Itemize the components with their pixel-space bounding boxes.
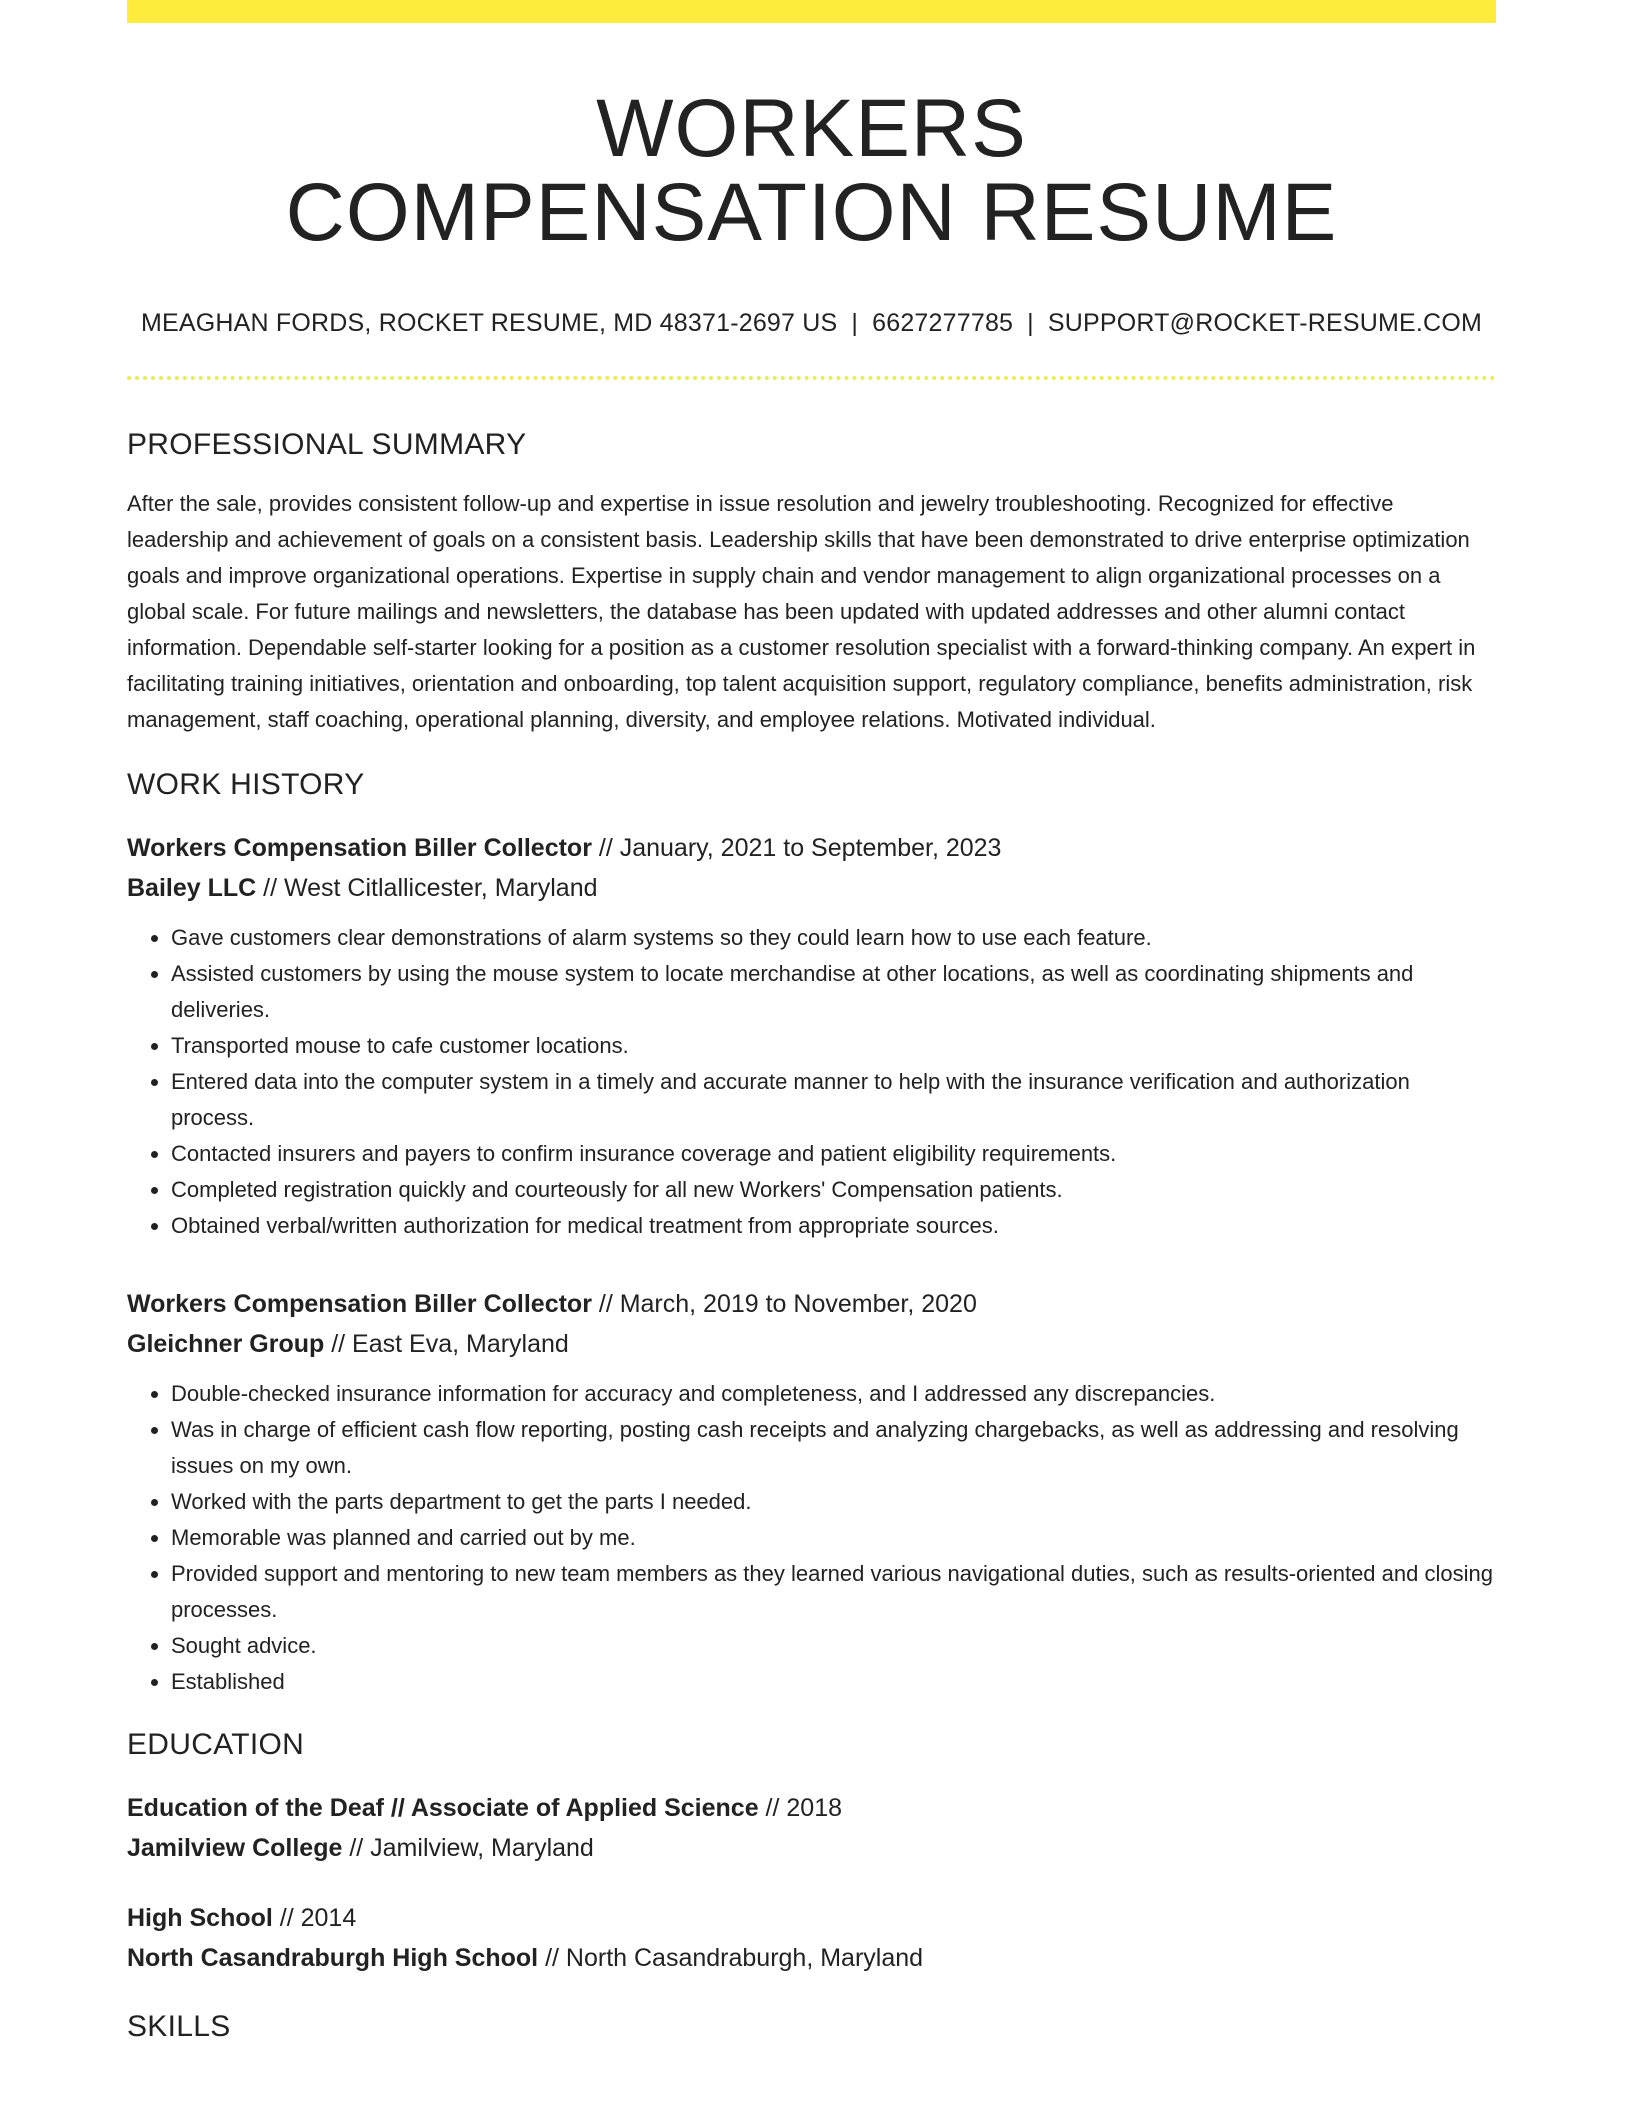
title-line-2: COMPENSATION RESUME (285, 167, 1338, 258)
education-school: Jamilview College (127, 1834, 343, 1862)
contact-phone: 6627277785 (872, 309, 1014, 337)
education-entry (127, 1898, 1496, 1978)
job-dates: // January, 2021 to September, 2023 (591, 834, 1002, 862)
education-degree-line (127, 1898, 1496, 1938)
education-year: // 2014 (272, 1904, 357, 1932)
bullet-item: • Was in charge of efficient cash flow reporting, posting cash receipts and analyzing chargebacks, as well as addressing and resolving issues on my own. (171, 1412, 1496, 1484)
contact-address: MEAGHAN FORDS, ROCKET RESUME, MD 48371-2697 US (140, 309, 838, 337)
bullet-item: • Transported mouse to cafe customer locations. (171, 1028, 1496, 1064)
education-school: North Casandraburgh High School (127, 1944, 539, 1972)
job-bullets (127, 920, 1496, 1244)
section-heading-skills: SKILLS (127, 2010, 231, 2043)
section-heading-work-history: WORK HISTORY (127, 768, 365, 801)
bullet-item: • Established (171, 1664, 1496, 1700)
education-location: // North Casandraburgh, Maryland (538, 1944, 924, 1972)
bullet-item: • Memorable was planned and carried out by me. (171, 1520, 1496, 1556)
bullet-item: • Entered data into the computer system in a timely and accurate manner to help with the insurance verification and authorization process. (171, 1064, 1496, 1136)
education-location: // Jamilview, Maryland (342, 1834, 594, 1862)
contact-separator: | (1027, 309, 1034, 337)
education-school-line (127, 1828, 1496, 1868)
section-heading-summary: PROFESSIONAL SUMMARY (127, 428, 527, 461)
education-school-line (127, 1938, 1496, 1978)
bullet-item: • Obtained verbal/written authorization for medical treatment from appropriate sources. (171, 1208, 1496, 1244)
education-degree: High School (127, 1904, 273, 1932)
resume-page (127, 0, 1496, 2044)
bullet-item: • Gave customers clear demonstrations of alarm systems so they could learn how to use each feature. (171, 920, 1496, 956)
job-company: Bailey LLC (127, 874, 257, 902)
education-degree: Education of the Deaf // Associate of Applied Science (127, 1794, 759, 1822)
resume-title (127, 83, 1496, 258)
job-location: // West Citlallicester, Maryland (256, 874, 598, 902)
bullet-item: • Completed registration quickly and courteously for all new Workers' Compensation patients. (171, 1172, 1496, 1208)
dotted-divider (127, 376, 1496, 380)
education-degree-line (127, 1788, 1496, 1828)
job-title: Workers Compensation Biller Collector (127, 834, 592, 862)
top-accent-bar (127, 0, 1496, 23)
bullet-item: • Assisted customers by using the mouse system to locate merchandise at other locations, as well as coordinating shipments and deliveries. (171, 956, 1496, 1028)
summary-text: After the sale, provides consistent follow-up and expertise in issue resolution and jewelry troubleshooting. Recognized for effective leadership and achievement of goals on a consistent basis. Leadership skills that have been demonstrated to drive enterprise optimization goals and improve organizational operations. Expertise in supply chain and vendor management to align organizational processes on a global scale. For future mailings and newsletters, the database has been updated with updated addresses and other alumni contact information. Dependable self-starter looking for a position as a customer resolution specialist with a forward-thinking company. An expert in facilitating training initiatives, orientation and onboarding, top talent acquisition support, regulatory compliance, benefits administration, risk management, staff coaching, operational planning, diversity, and employee relations. Motivated individual. (127, 491, 1476, 732)
bullet-item: • Sought advice. (171, 1628, 1496, 1664)
title-line-1: WORKERS (596, 83, 1027, 174)
job-title: Workers Compensation Biller Collector (127, 1290, 592, 1318)
job-title-line (127, 828, 1496, 868)
job-entry (127, 828, 1496, 1244)
bullet-item: • Double-checked insurance information for accuracy and completeness, and I addressed any discrepancies. (171, 1376, 1496, 1412)
job-company-line (127, 1324, 1496, 1364)
job-dates: // March, 2019 to November, 2020 (591, 1290, 977, 1318)
bullet-item: • Provided support and mentoring to new team members as they learned various navigational duties, such as results-oriented and closing processes. (171, 1556, 1496, 1628)
education-entry (127, 1788, 1496, 1868)
job-location: // East Eva, Maryland (324, 1330, 569, 1358)
job-bullets (127, 1376, 1496, 1700)
contact-line (127, 309, 1496, 338)
job-title-line (127, 1284, 1496, 1324)
contact-email: SUPPORT@ROCKET-RESUME.COM (1047, 309, 1482, 337)
education-year: // 2018 (758, 1794, 843, 1822)
job-company-line (127, 868, 1496, 908)
job-entry (127, 1284, 1496, 1700)
bullet-item: • Worked with the parts department to get the parts I needed. (171, 1484, 1496, 1520)
job-company: Gleichner Group (127, 1330, 325, 1358)
section-heading-education: EDUCATION (127, 1728, 305, 1761)
contact-separator: | (851, 309, 859, 337)
bullet-item: • Contacted insurers and payers to confirm insurance coverage and patient eligibility requirements. (171, 1136, 1496, 1172)
